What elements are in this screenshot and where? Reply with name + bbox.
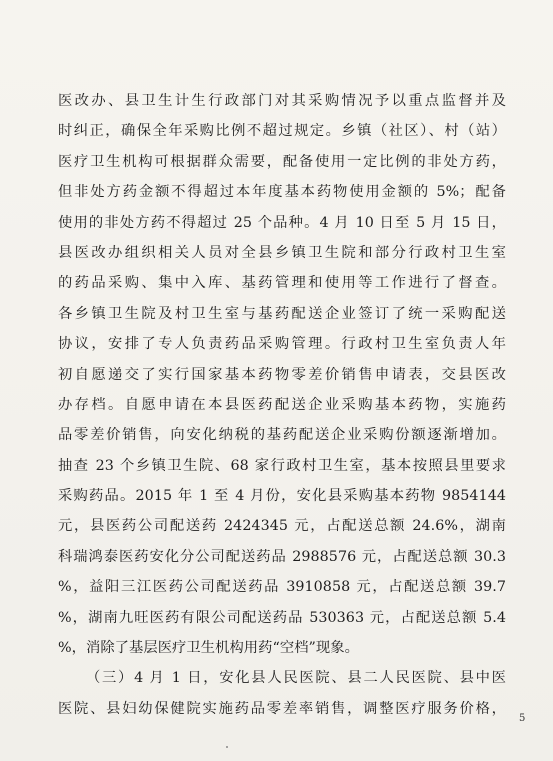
text-line: 科瑞鸿泰医药安化分公司配送药品 2988576 元，占配送总额 30.3 [58, 548, 506, 565]
text-line: 抽查 23 个乡镇卫生院、68 家行政村卫生室，基本按照县里要求 [58, 457, 506, 474]
text-line: 初自愿递交了实行国家基本药物零差价销售申请表，交县医改 [58, 366, 506, 383]
paragraph-1 [58, 86, 506, 663]
text-line: %，益阳三江医药公司配送药品 3910858 元，占配送总额 39.7 [58, 579, 506, 596]
page-number: 5 [519, 713, 526, 724]
text-line: （三）4 月 1 日，安化县人民医院、县二人民医院、县中医 [86, 670, 506, 687]
text-line: 但非处方药金额不得超过本年度基本药物使用金额的 5%；配备 [58, 184, 506, 201]
paragraph-2 [58, 663, 506, 724]
text-line: 县医改办组织相关人员对全县乡镇卫生院和部分行政村卫生室 [58, 244, 506, 261]
text-line: 医疗卫生机构可根据群众需要，配备使用一定比例的非处方药， [58, 153, 506, 170]
text-line: 元，县医药公司配送药 2424345 元，占配送总额 24.6%，湖南 [58, 518, 506, 535]
text-line: %，湖南九旺医药有限公司配送药品 530363 元，占配送总额 5.4 [58, 609, 506, 626]
text-line: %，消除了基层医疗卫生机构用药“空档”现象。 [58, 640, 359, 657]
scan-speck [226, 746, 228, 748]
text-line: 品零差价销售，向安化纳税的基药配送企业采购份额逐渐增加。 [58, 427, 506, 444]
text-line: 办存档。自愿申请在本县医药配送企业采购基本药物，实施药 [58, 396, 506, 413]
text-line: 时纠正，确保全年采购比例不超过规定。乡镇（社区）、村（站） [58, 123, 506, 140]
text-line: 协议，安排了专人负责药品采购管理。行政村卫生室负责人年 [58, 336, 506, 353]
text-line: 医改办、县卫生计生行政部门对其采购情况予以重点监督并及 [58, 93, 506, 109]
text-line: 医院、县妇幼保健院实施药品零差率销售，调整医疗服务价格， [58, 700, 506, 717]
text-line: 使用的非处方药不得超过 25 个品种。4 月 10 日至 5 月 15 日， [58, 214, 506, 231]
text-line: 各乡镇卫生院及村卫生室与基药配送企业签订了统一采购配送 [58, 305, 506, 322]
body-text [58, 86, 506, 724]
text-line: 采购药品。2015 年 1 至 4 月份，安化县采购基本药物 9854144 [58, 488, 506, 505]
text-line: 的药品采购、集中入库、基药管理和使用等工作进行了督查。 [58, 275, 506, 292]
